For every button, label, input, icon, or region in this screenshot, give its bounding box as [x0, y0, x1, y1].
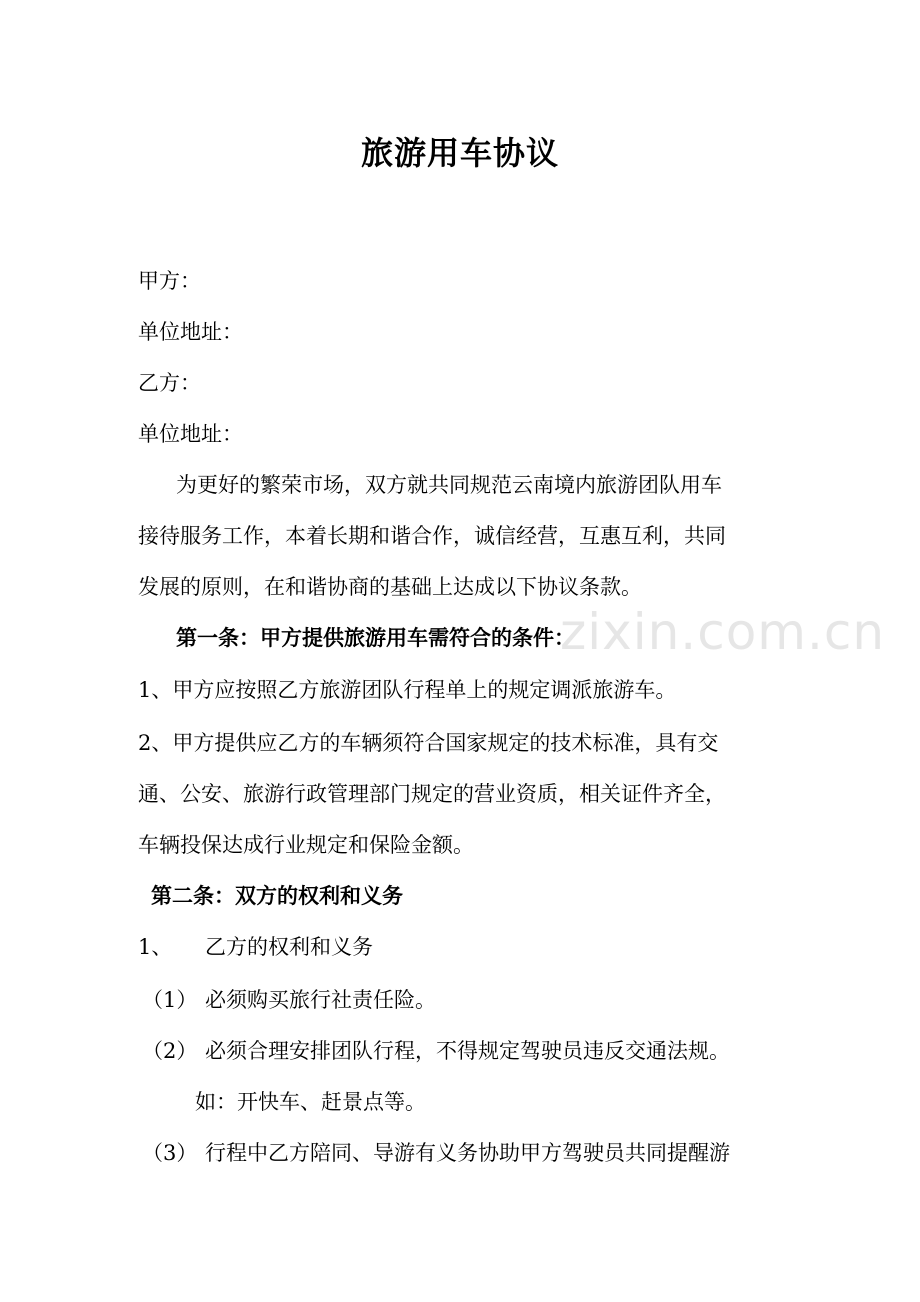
- article-2-sub-1-text: 必须购买旅行社责任险。: [205, 988, 436, 1012]
- article-2-heading: 第二条：双方的权利和义务: [151, 883, 403, 908]
- article-2-sub-2-continuation: 如：开快车、赶景点等。: [195, 1090, 426, 1114]
- article-1-item-2-line: 2、甲方提供应乙方的车辆须符合国家规定的技术标准，具有交: [138, 731, 719, 755]
- article-1-item-2-line: 车辆投保达成行业规定和保险金额。: [138, 833, 474, 857]
- article-2-sub-1-number: （1）: [142, 988, 198, 1012]
- article-1-heading: 第一条：甲方提供旅游用车需符合的条件：: [176, 625, 575, 650]
- document-title: 旅游用车协议: [360, 134, 559, 172]
- party-b-label: 乙方：: [138, 371, 201, 395]
- party-b-address-label: 单位地址：: [138, 422, 243, 446]
- article-2-sub-3-number: （3）: [142, 1141, 198, 1165]
- article-2-sub-2-number: （2）: [142, 1039, 198, 1063]
- party-a-address-label: 单位地址：: [138, 320, 243, 344]
- article-1-item-1: 1、甲方应按照乙方旅游团队行程单上的规定调派旅游车。: [138, 678, 677, 702]
- party-a-label: 甲方：: [138, 269, 201, 293]
- intro-paragraph-line: 为更好的繁荣市场，双方就共同规范云南境内旅游团队用车: [176, 473, 722, 497]
- article-1-item-2-line: 通、公安、旅游行政管理部门规定的营业资质，相关证件齐全，: [138, 782, 726, 806]
- article-2-item-1-number: 1、: [138, 935, 173, 959]
- watermark: zixin.com.cn: [560, 603, 886, 661]
- article-2-sub-2-text: 必须合理安排团队行程，不得规定驾驶员违反交通法规。: [205, 1039, 730, 1063]
- intro-paragraph-line: 接待服务工作，本着长期和谐合作，诚信经营，互惠互利，共同: [138, 524, 726, 548]
- article-2-item-1-text: 乙方的权利和义务: [205, 935, 373, 959]
- intro-paragraph-line: 发展的原则，在和谐协商的基础上达成以下协议条款。: [138, 575, 642, 599]
- article-2-sub-3-text: 行程中乙方陪同、导游有义务协助甲方驾驶员共同提醒游: [205, 1141, 730, 1165]
